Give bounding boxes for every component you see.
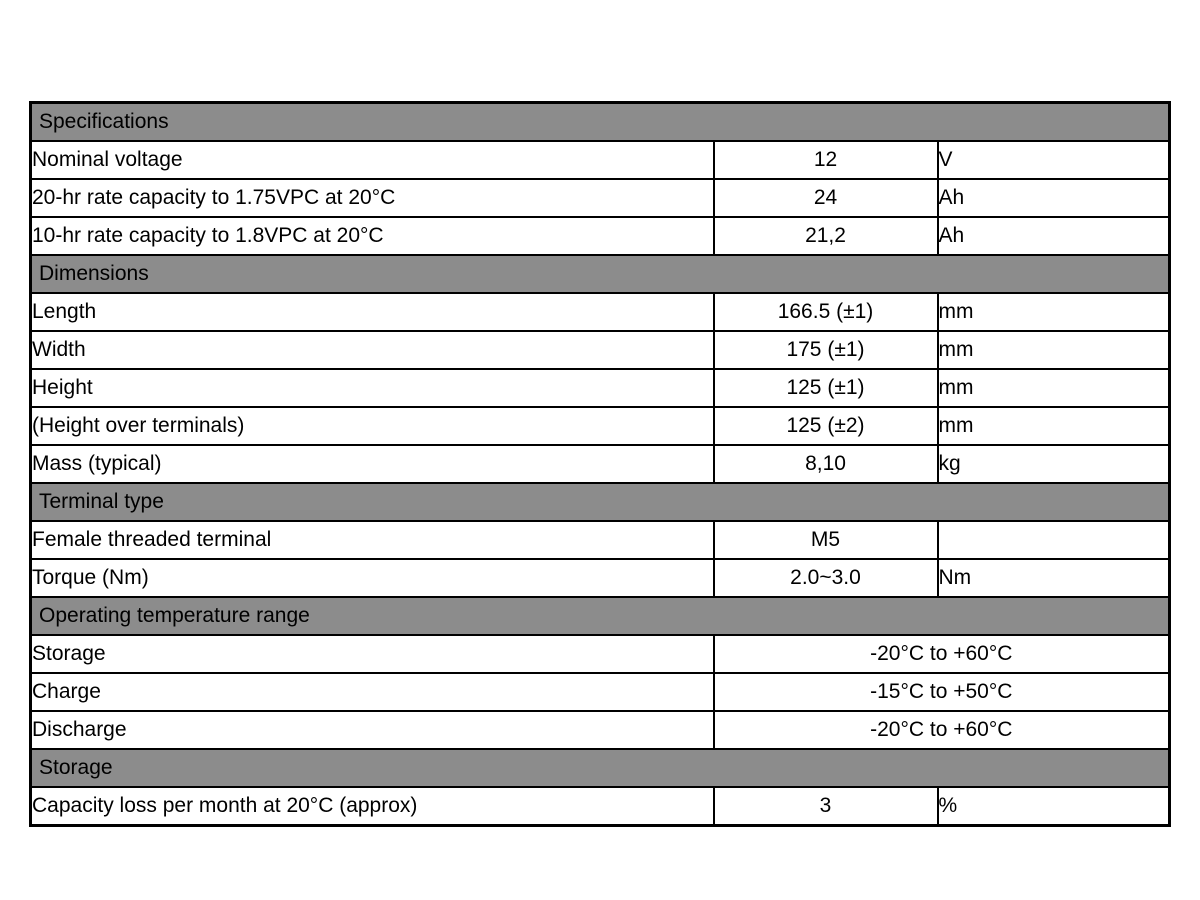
specification-table [29, 101, 1171, 827]
row-unit: mm [938, 293, 1170, 331]
row-value: 125 (±2) [714, 407, 938, 445]
row-label: Torque (Nm) [31, 559, 714, 597]
table-row [31, 635, 1170, 673]
table-row [31, 331, 1170, 369]
section-header-title: Operating temperature range [31, 597, 1170, 635]
row-label: Mass (typical) [31, 445, 714, 483]
row-value: 24 [714, 179, 938, 217]
section-header-title: Terminal type [31, 483, 1170, 521]
row-value: -20°C to +60°C [714, 635, 1170, 673]
row-label: Female threaded terminal [31, 521, 714, 559]
row-label: 10-hr rate capacity to 1.8VPC at 20°C [31, 217, 714, 255]
row-label: (Height over terminals) [31, 407, 714, 445]
section-header-row [31, 255, 1170, 293]
table-row [31, 445, 1170, 483]
row-value: 8,10 [714, 445, 938, 483]
specification-table-body [31, 103, 1170, 826]
table-row [31, 787, 1170, 826]
row-value: -20°C to +60°C [714, 711, 1170, 749]
table-row [31, 559, 1170, 597]
row-value: 12 [714, 141, 938, 179]
row-value: 21,2 [714, 217, 938, 255]
section-header-row [31, 103, 1170, 142]
row-label: Width [31, 331, 714, 369]
row-value: 175 (±1) [714, 331, 938, 369]
table-row [31, 711, 1170, 749]
row-value: 2.0~3.0 [714, 559, 938, 597]
row-unit [938, 521, 1170, 559]
row-label: Discharge [31, 711, 714, 749]
table-row [31, 293, 1170, 331]
specification-sheet [29, 101, 1168, 827]
table-row [31, 369, 1170, 407]
row-unit: % [938, 787, 1170, 826]
row-unit: mm [938, 369, 1170, 407]
row-unit: Nm [938, 559, 1170, 597]
table-row [31, 217, 1170, 255]
section-header-row [31, 483, 1170, 521]
row-value: 125 (±1) [714, 369, 938, 407]
row-value: 3 [714, 787, 938, 826]
row-unit: mm [938, 407, 1170, 445]
section-header-row [31, 749, 1170, 787]
row-label: Storage [31, 635, 714, 673]
section-header-title: Storage [31, 749, 1170, 787]
table-row [31, 673, 1170, 711]
section-header-title: Specifications [31, 103, 1170, 142]
row-unit: Ah [938, 179, 1170, 217]
row-value: -15°C to +50°C [714, 673, 1170, 711]
row-label: Capacity loss per month at 20°C (approx) [31, 787, 714, 826]
row-unit: V [938, 141, 1170, 179]
row-unit: mm [938, 331, 1170, 369]
row-unit: Ah [938, 217, 1170, 255]
row-label: Length [31, 293, 714, 331]
table-row [31, 141, 1170, 179]
section-header-row [31, 597, 1170, 635]
row-label: Nominal voltage [31, 141, 714, 179]
row-value: M5 [714, 521, 938, 559]
row-label: Charge [31, 673, 714, 711]
section-header-title: Dimensions [31, 255, 1170, 293]
row-label: 20-hr rate capacity to 1.75VPC at 20°C [31, 179, 714, 217]
row-value: 166.5 (±1) [714, 293, 938, 331]
table-row [31, 179, 1170, 217]
row-label: Height [31, 369, 714, 407]
table-row [31, 521, 1170, 559]
row-unit: kg [938, 445, 1170, 483]
table-row [31, 407, 1170, 445]
